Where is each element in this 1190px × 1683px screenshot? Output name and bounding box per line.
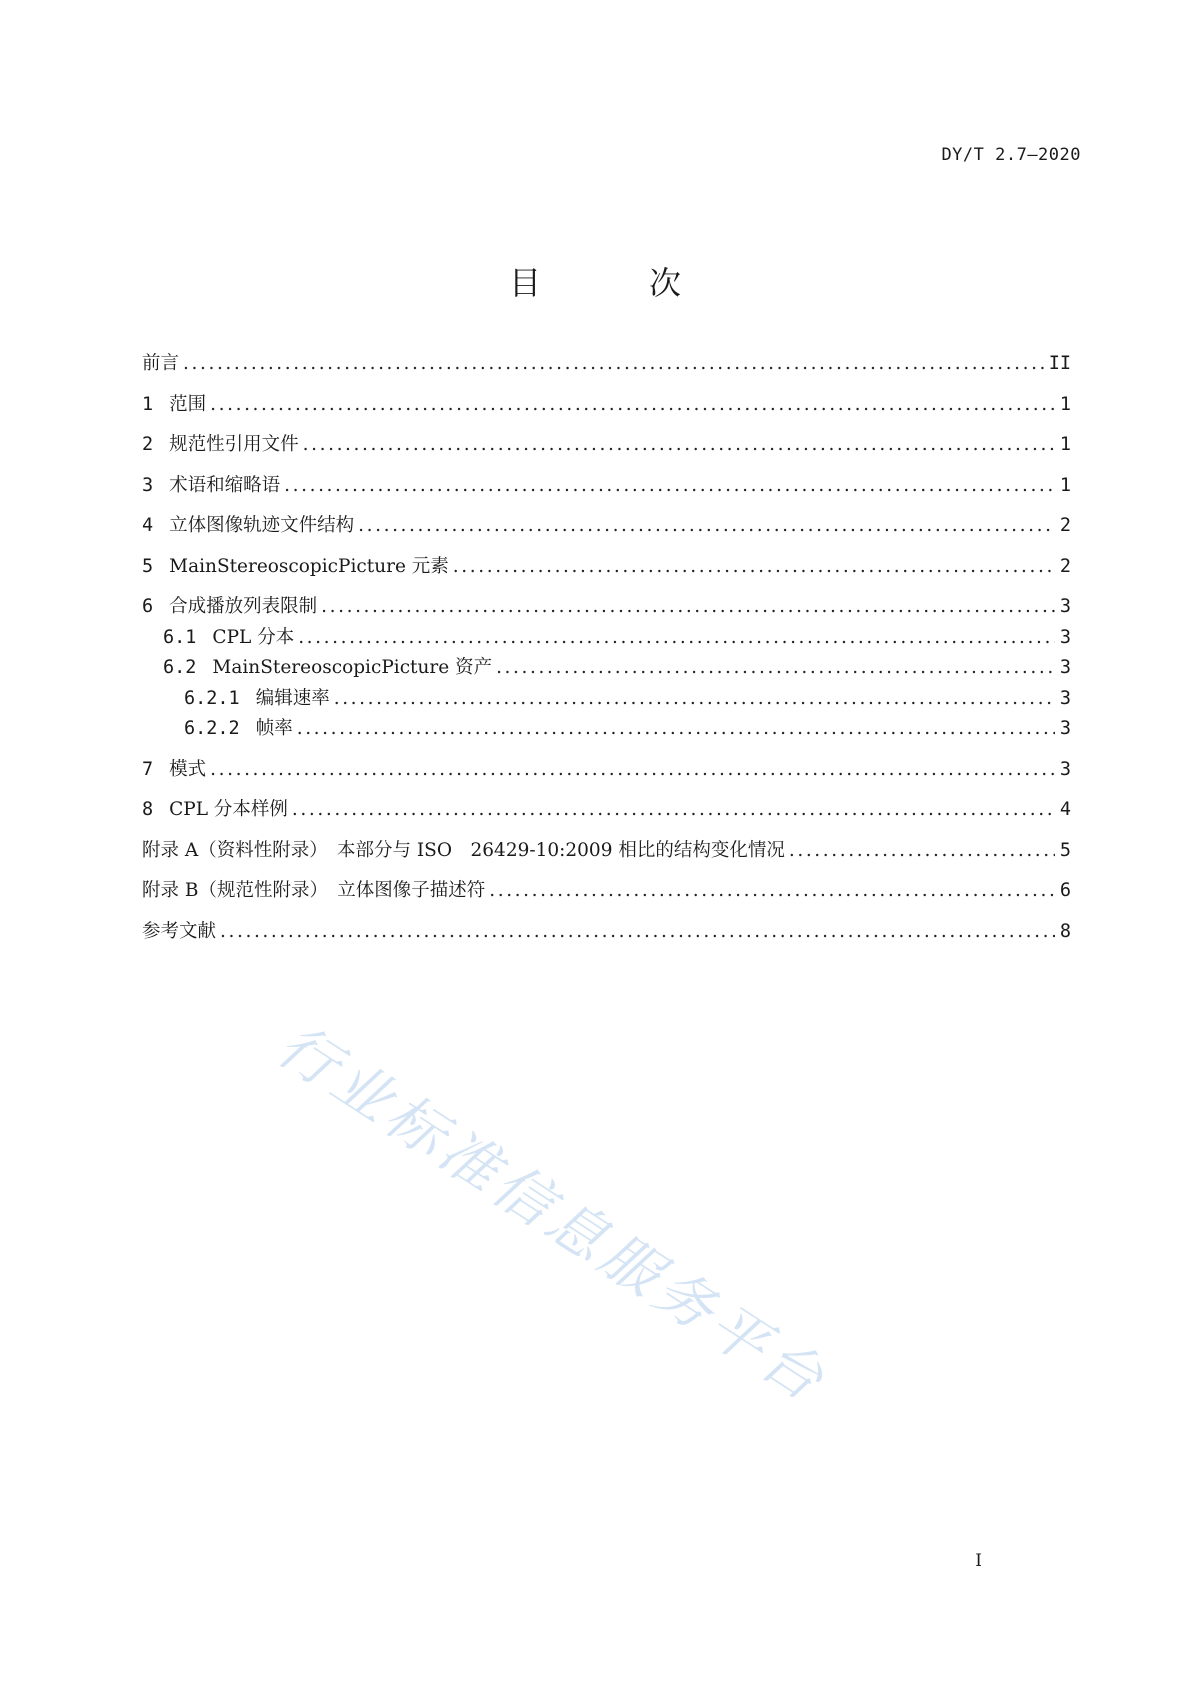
toc-number: 6.2 [163,657,197,678]
toc-label: 附录 A（资料性附录） 本部分与 ISO 26429-10:2009 相比的结构变化情况 [142,839,785,861]
toc-page: 4 [1059,799,1071,820]
toc-page: II [1048,353,1071,374]
table-of-contents [142,355,1071,963]
page-title: 目 次 [508,264,719,302]
toc-page: 5 [1059,839,1071,861]
toc-number: 2 [142,434,154,455]
watermark: 行业标准信息服务平台 [265,1010,840,1417]
toc-page: 1 [1059,474,1071,496]
toc-number: 6.2.1 [184,687,240,709]
toc-entry[interactable] [142,882,1071,901]
toc-label: 规范性引用文件 [169,434,299,455]
toc-entry[interactable] [142,720,1071,739]
standard-code: DY/T 2.7—2020 [941,145,1081,165]
toc-entry[interactable] [142,517,1071,536]
toc-label: 参考文献 [142,920,217,942]
toc-number: 8 [142,799,154,820]
toc-label: 前言 [142,353,180,374]
toc-number: 5 [142,555,154,577]
toc-entry[interactable] [142,659,1071,678]
toc-number: 6.2.2 [184,718,240,739]
toc-label: 合成播放列表限制 [169,596,318,617]
toc-entry[interactable] [142,555,1071,577]
toc-label: 帧率 [255,718,293,739]
toc-number: 3 [142,474,154,496]
toc-entry[interactable] [142,626,1071,648]
toc-label: 附录 B（规范性附录） 立体图像子描述符 [142,880,486,901]
toc-label: MainStereoscopicPicture 资产 [212,657,493,678]
toc-page: 3 [1059,758,1071,780]
toc-page: 8 [1059,920,1071,942]
toc-entry[interactable] [142,920,1071,942]
toc-label: 术语和缩略语 [169,474,281,496]
toc-entry[interactable] [142,436,1071,455]
toc-entry[interactable] [142,474,1071,496]
toc-page: 1 [1059,393,1071,415]
toc-page: 2 [1059,515,1071,536]
toc-page: 1 [1059,434,1071,455]
toc-label: 模式 [169,758,207,780]
toc-number: 6 [142,596,154,617]
toc-page: 3 [1059,687,1071,709]
toc-label: CPL 分本样例 [169,799,288,820]
toc-entry[interactable] [142,598,1071,617]
toc-label: MainStereoscopicPicture 元素 [169,555,449,577]
toc-label: 范围 [169,393,207,415]
toc-page: 3 [1059,626,1071,648]
toc-label: 编辑速率 [255,687,330,709]
toc-page: 3 [1059,596,1071,617]
page-number: I [975,1551,982,1571]
toc-label: CPL 分本 [212,626,295,648]
toc-entry[interactable] [142,801,1071,820]
toc-entry[interactable] [142,355,1071,374]
toc-label: 立体图像轨迹文件结构 [169,515,355,536]
toc-number: 6.1 [163,626,197,648]
toc-page: 2 [1059,555,1071,577]
toc-number: 1 [142,393,154,415]
toc-entry[interactable] [142,687,1071,709]
toc-entry[interactable] [142,758,1071,780]
toc-page: 3 [1059,657,1071,678]
toc-page: 6 [1059,880,1071,901]
toc-number: 4 [142,515,154,536]
toc-entry[interactable] [142,839,1071,861]
toc-page: 3 [1059,718,1071,739]
toc-number: 7 [142,758,154,780]
toc-entry[interactable] [142,393,1071,415]
